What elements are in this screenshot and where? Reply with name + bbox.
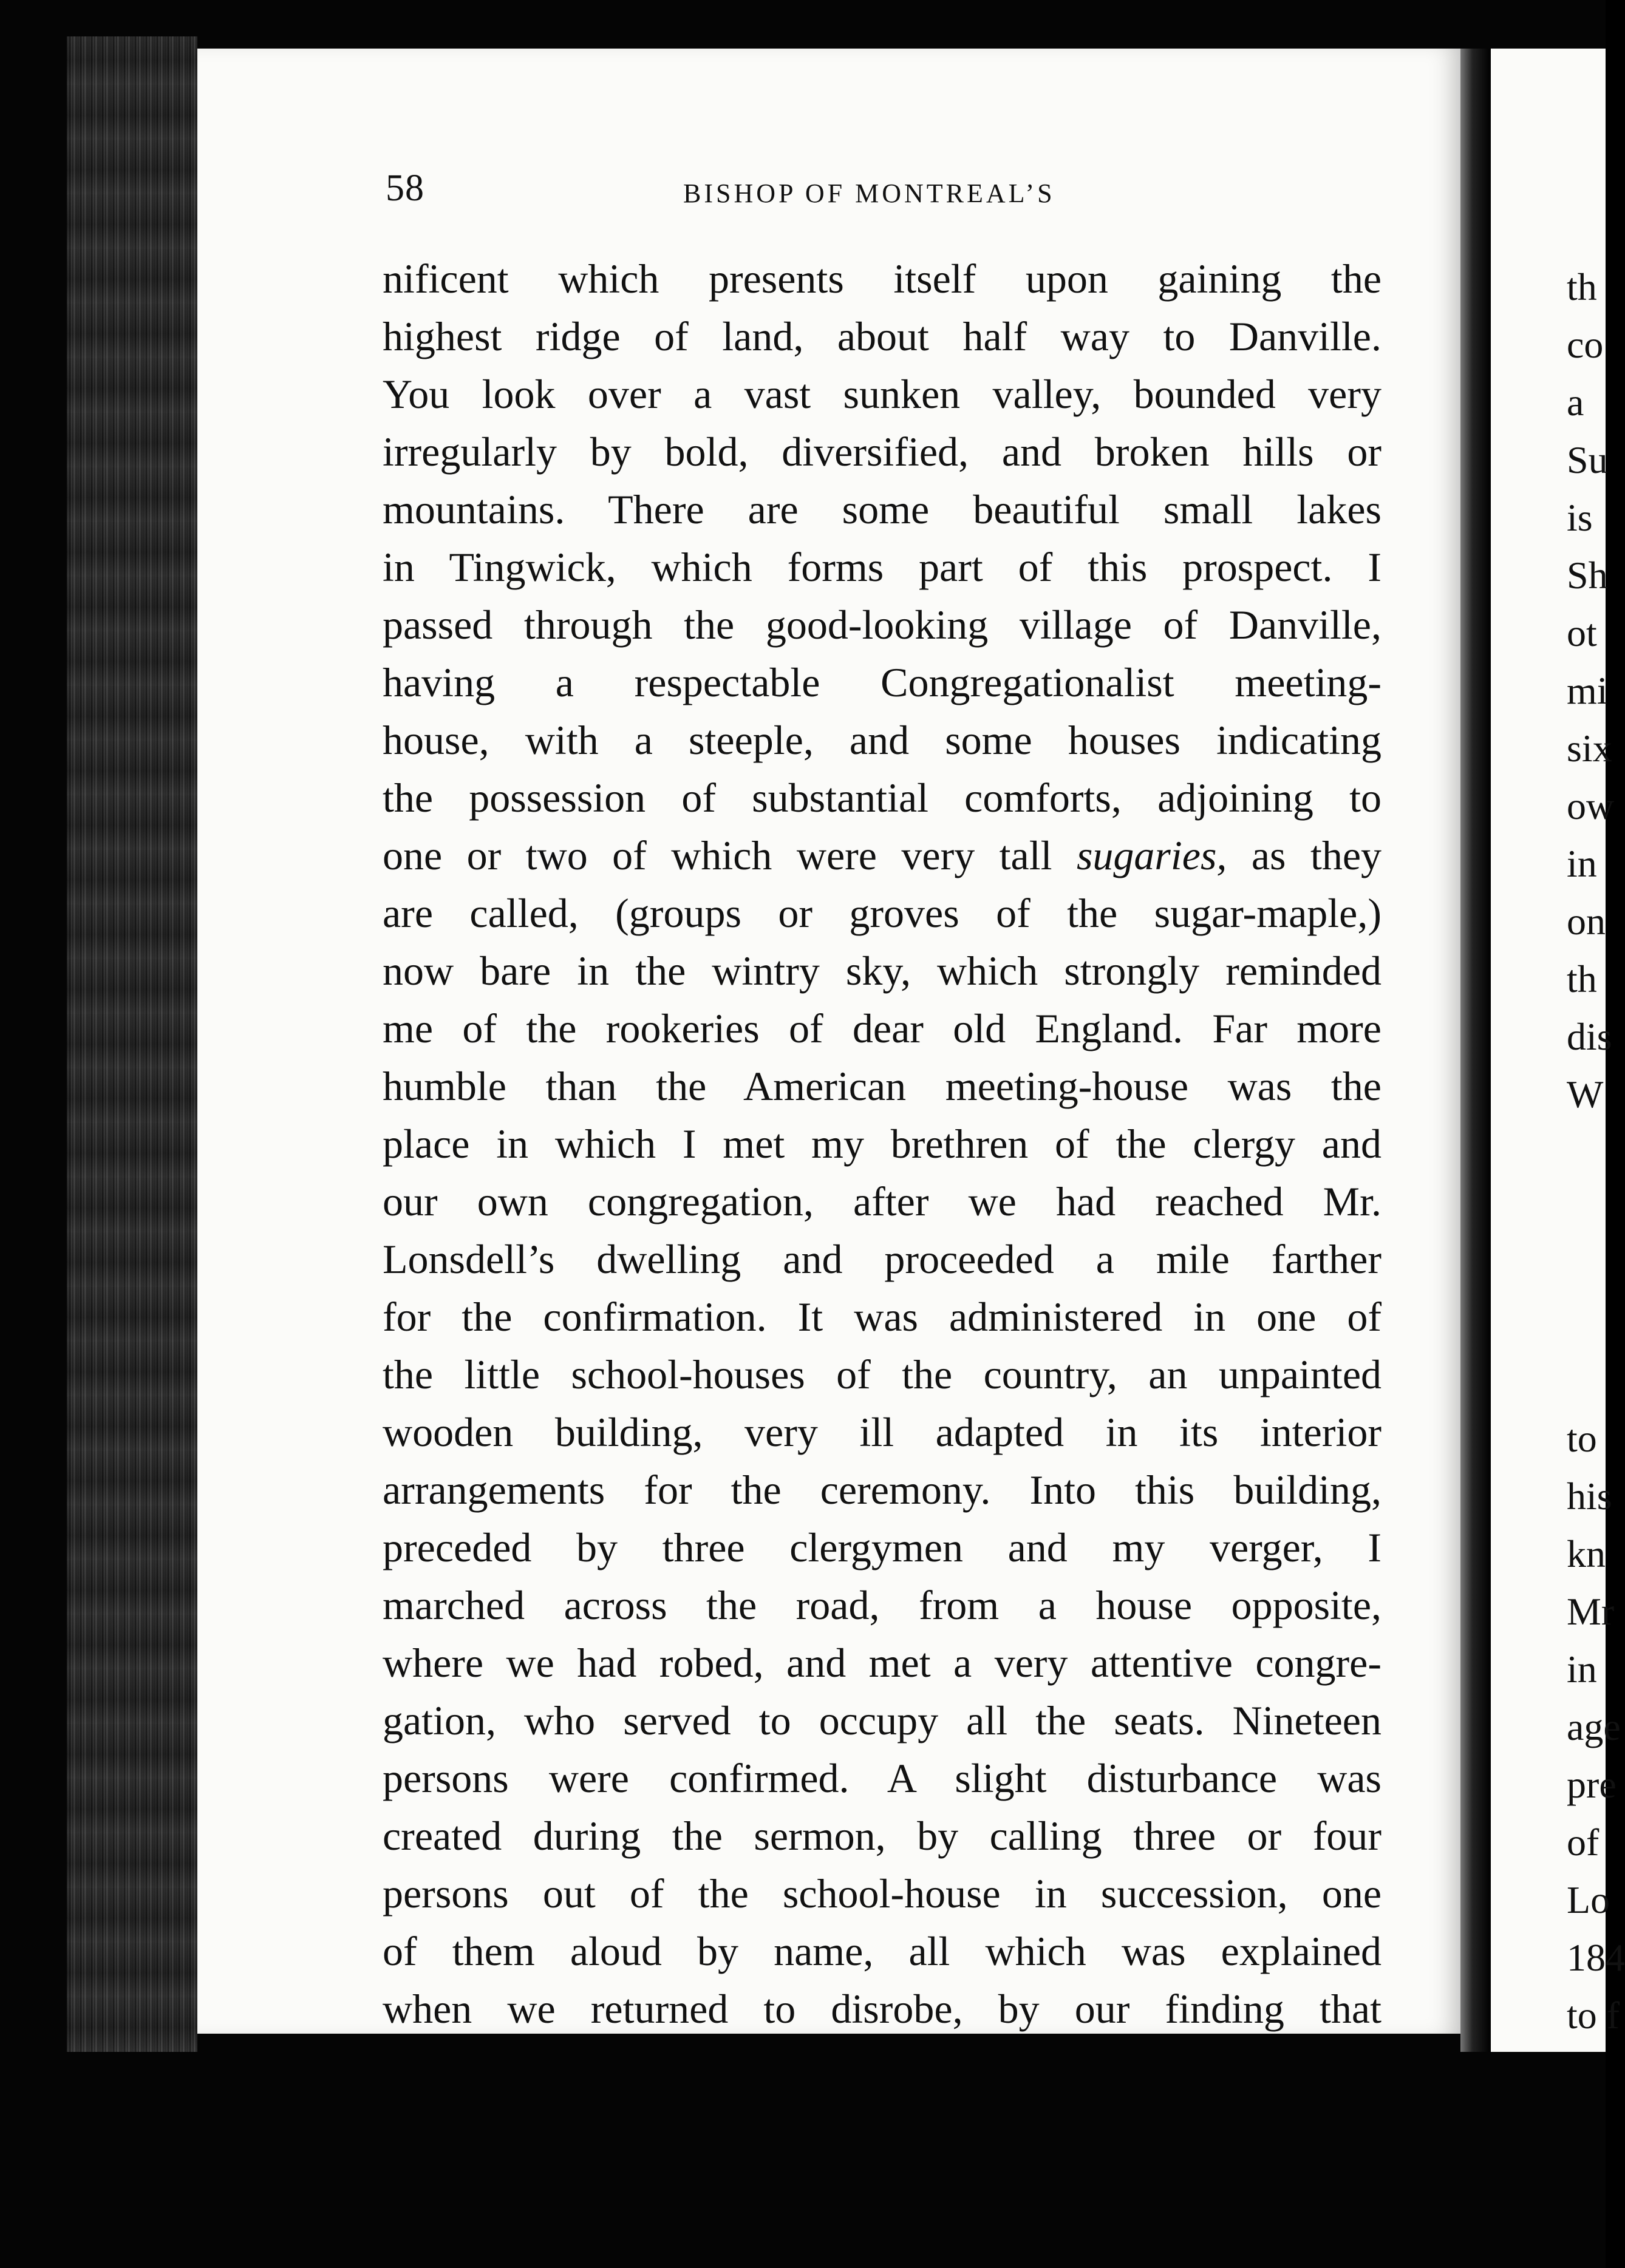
text-line: when we returned to disrobe, by our finding that: [383, 1986, 1381, 2032]
text-line: now bare in the wintry sky, which strongly reminded: [383, 948, 1381, 994]
next-page-bottom-fragments: [1491, 49, 1625, 2052]
text-line: our own congregation, after we had reached Mr.: [383, 1178, 1381, 1224]
next-page-text-fragment: ow: [1567, 784, 1615, 827]
text-line: where we had robed, and met a very attentive congre-: [383, 1640, 1381, 1686]
text-line: the possession of substantial comforts, adjoining to: [383, 775, 1381, 821]
next-page-text-fragment: in: [1567, 1648, 1597, 1691]
next-page-text-fragment: Sh: [1567, 554, 1608, 597]
header-title: BISHOP OF MONTREAL’S: [683, 178, 1055, 208]
next-page-text-fragment: on: [1567, 900, 1606, 943]
body-text: [383, 250, 1381, 2038]
text-line: place in which I met my brethren of the clergy and: [383, 1121, 1381, 1167]
next-page-text-fragment: Lo: [1567, 1878, 1610, 1921]
next-page-text-fragment: W: [1567, 1073, 1604, 1116]
text-line: mountains. There are some beautiful small lakes: [383, 486, 1381, 532]
text-line: me of the rookeries of dear old England. Far more: [383, 1005, 1381, 1051]
next-page-fragment: [1491, 49, 1625, 2052]
next-page-text-fragment: Mr: [1567, 1590, 1615, 1633]
next-page-text-fragment: co: [1567, 323, 1604, 366]
next-page-text-fragment: th: [1567, 957, 1597, 1000]
text-line: passed through the good-looking village of Danville,: [383, 602, 1381, 648]
next-page-text-fragment: a: [1567, 381, 1584, 424]
next-page-text-fragment: in: [1567, 842, 1597, 885]
text-line: nificent which presents itself upon gaining the: [383, 256, 1381, 302]
text-segment: as they: [1227, 832, 1382, 878]
next-page-text-fragment: ot: [1567, 611, 1597, 654]
next-page-text-fragment: six: [1567, 727, 1612, 770]
text-line: the little school-houses of the country, an unpainted: [383, 1351, 1381, 1397]
running-header: [386, 167, 1381, 216]
text-line: persons were confirmed. A slight disturbance was: [383, 1755, 1381, 1801]
next-page-text-fragment: dis: [1567, 1015, 1612, 1058]
book-page-edges: [67, 36, 197, 2052]
text-line: You look over a vast sunken valley, bounded very: [383, 371, 1381, 417]
text-line: persons out of the school-house in succession, one: [383, 1870, 1381, 1917]
next-page-text-fragment: kn: [1567, 1532, 1606, 1575]
page-number: 58: [386, 168, 424, 209]
book-gutter: [1460, 49, 1491, 2052]
next-page-text-fragment: pre: [1567, 1763, 1616, 1806]
text-line: highest ridge of land, about half way to Danville.: [383, 313, 1381, 359]
text-line: of them aloud by name, all which was explained: [383, 1928, 1381, 1974]
next-page-text-fragment: age: [1567, 1705, 1621, 1748]
text-line: arrangements for the ceremony. Into this building,: [383, 1467, 1381, 1513]
text-line: wooden building, very ill adapted in its interior: [383, 1409, 1381, 1455]
text-line: created during the sermon, by calling three or four: [383, 1813, 1381, 1859]
text-segment: one or two of which were very tall: [383, 832, 1077, 878]
text-line: in Tingwick, which forms part of this prospect. I: [383, 544, 1381, 590]
text-line: house, with a steeple, and some houses indicating: [383, 717, 1381, 763]
next-page-text-fragment: to f: [1567, 1994, 1620, 2037]
text-line: Lonsdell’s dwelling and proceeded a mile farther: [383, 1236, 1381, 1282]
next-page-text-fragment: mi: [1567, 669, 1608, 712]
next-page-text-fragment: is: [1567, 496, 1593, 539]
text-line: preceded by three clergymen and my verger, I: [383, 1524, 1381, 1570]
next-page-text-fragment: th: [1567, 265, 1597, 308]
text-line: irregularly by bold, diversified, and broken hills or: [383, 429, 1381, 475]
next-page-text-fragment: his: [1567, 1475, 1612, 1518]
text-line: humble than the American meeting-house was the: [383, 1063, 1381, 1109]
text-line: gation, who served to occupy all the seats. Nineteen: [383, 1697, 1381, 1743]
text-line-italic: [383, 827, 1381, 884]
next-page-text-fragment: 184: [1567, 1936, 1625, 1979]
italic-word: sugaries,: [1076, 832, 1227, 878]
text-line: for the confirmation. It was administered in one of: [383, 1294, 1381, 1340]
text-line: having a respectable Congregationalist meeting-: [383, 659, 1381, 705]
text-line: marched across the road, from a house opposite,: [383, 1582, 1381, 1628]
next-page-text-fragment: Su: [1567, 438, 1608, 481]
next-page-text-fragment: to: [1567, 1417, 1597, 1460]
text-line: are called, (groups or groves of the sugar-maple,): [383, 890, 1381, 936]
next-page-text-fragment: of: [1567, 1821, 1599, 1864]
